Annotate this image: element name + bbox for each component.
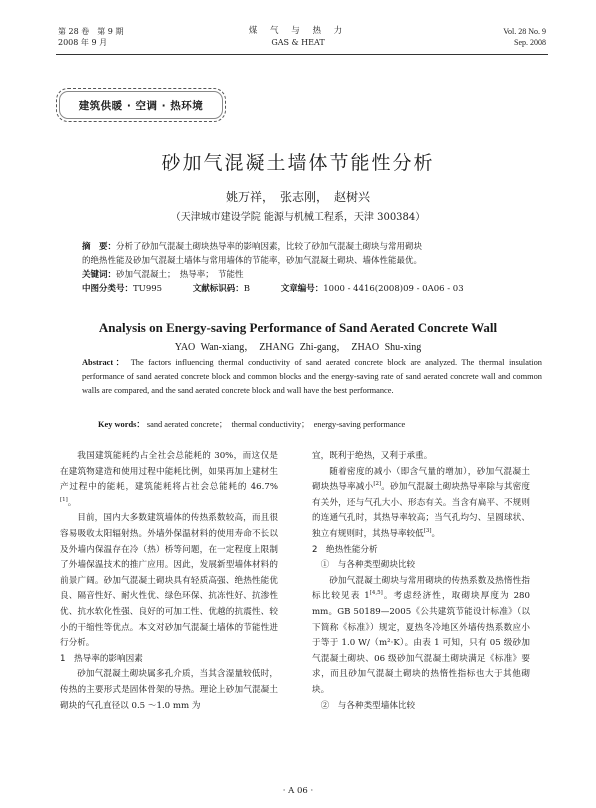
keywords-en — [98, 418, 405, 430]
abstract-cn-line-1 — [82, 240, 542, 254]
abstract-cn — [82, 240, 542, 296]
keywords-cn-text: 砂加气混凝土； 热导率； 节能性 — [116, 270, 244, 280]
affiliation-cn: （天津城市建设学院 能源与机械工程系，天津 300384） — [170, 212, 426, 223]
section-tag — [56, 88, 226, 122]
paragraph-text: 我国建筑能耗约占全社会总能耗的 30%，而这仅是在建筑物建造和使用过程中能耗比例，如果再加上建材生产过程中的能耗，建筑能耗将占社会总能耗的 46.7% — [60, 451, 278, 493]
citation-ref: [3] — [423, 527, 432, 534]
paper-title-cn: 砂加气混凝土墙体节能性分析 — [161, 152, 435, 174]
subsection-heading: ① 与各种类型砌块比较 — [320, 560, 416, 571]
doc-code-value: B — [243, 284, 251, 294]
body-paragraph: 砂加气混凝土砌块属多孔介质，当其含湿量较低时，传热的主要形式是固体骨架的导热。理论上砂加气混凝土砌块的气孔直径以 0.5 ～1.0 mm 为 — [60, 669, 278, 711]
section-heading-2: 2 绝热性能分析 — [312, 544, 378, 555]
paragraph-text: 。考虑经济性，取砌块厚度为 280 mm。GB 50189—2005《公共建筑节能设计标准》（以下简称《标准》）规定，夏热冬冷地区外墙传热系数应小于等于 1.0 W/（m²·K）。由表 1 可知，只有 05 级砂加气混凝土砌块、06 级砂加气混凝土砌块满足《标准》要求，而且砂加气混凝土砌块的热惰性指标也大于其他砌块。 — [312, 591, 530, 695]
keywords-en-text: sand aerated concrete； thermal conductivity； energy-saving performance — [146, 420, 406, 429]
abstract-en — [82, 356, 542, 398]
header-rule — [56, 54, 548, 55]
keywords-cn-label: 关键词： — [82, 270, 117, 280]
date-cn: 2008 年 9 月 — [58, 38, 108, 47]
running-header-right — [503, 26, 546, 48]
paper-title-en: Analysis on Energy-saving Performance of Sand Aerated Concrete Wall — [98, 320, 498, 335]
authors-cn: 姚万祥， 张志刚， 赵树兴 — [225, 190, 370, 204]
body-column-left — [60, 449, 278, 714]
article-number-label: 文章编号： — [280, 284, 324, 294]
journal-name-cn: 煤 气 与 热 力 — [248, 26, 348, 36]
body-paragraph — [60, 449, 278, 511]
paragraph-text: 随着密度的减小（即含气量的增加），砂加气混凝土砌块热导率减小 — [312, 466, 530, 493]
section-heading-1: 1 热导率的影响因素 — [60, 653, 143, 664]
volume-cn: 第 28 卷 第 9 期 — [58, 27, 124, 36]
page-number: · A 06 · — [282, 786, 314, 796]
abstract-cn-label: 摘 要： — [82, 242, 117, 252]
authors-en: YAO Wan-xiang， ZHANG Zhi-gang， ZHAO Shu-xing — [174, 342, 422, 353]
class-number-value: TU995 — [133, 284, 163, 294]
date-en: Sep. 2008 — [514, 38, 546, 47]
paragraph-end: 。 — [67, 497, 77, 508]
body-column-right — [312, 449, 530, 714]
body-paragraph: 目前，国内大多数建筑墙体的传热系数较高，而且很容易吸收太阳辐射热。外墙外保温材料的使用寿命不长以及外墙内保温存在冷（热）桥等问题，在一定程度上限制了外墙保温技术的推广应用。因此，发展新型墙体材料的前景广阔。砂加气混凝土砌块具有轻质高强、绝热性能优良、隔音性好、耐火性优、绿色环保、抗冻性好、抗渗性优、抗水软化性强、良好的可加工性、优越的抗震性、较小的干缩性等优点。本文对砂加气混凝土墙体的节能性进行分析。 — [60, 513, 278, 649]
article-number-value: 1000 - 4416(2008)09 - 0A06 - 03 — [323, 284, 464, 294]
paragraph-text: 。砂加气混凝土砌块热导率除与其密度有关外，还与气孔大小、形态有关。当含有扁平、不规则的连通气孔时，其热导率较高；当气孔均匀、呈圆球状、独立有规则时，其热导率较低 — [312, 482, 530, 539]
subsection-heading: ② 与各种类型墙体比较 — [320, 700, 416, 711]
classification-line — [82, 282, 542, 296]
citation-ref: [4,5] — [369, 590, 383, 597]
citation-ref: [2] — [373, 481, 382, 488]
volume-en: Vol. 28 No. 9 — [503, 27, 546, 36]
abstract-en-text: The factors influencing thermal conductivity of sand aerated concrete block are analyzed. The thermal insulation performance of sand aerated concrete block and common blocks and the energy-saving rate of sand aerated concrete wall and common walls are compared, and the sand aerated concrete block and wall have the best performance. — [82, 358, 542, 395]
keywords-en-label: Key words： — [98, 420, 145, 429]
citation-ref: [1] — [60, 496, 68, 503]
paragraph-end: 。 — [431, 528, 441, 539]
doc-code-label: 文献标识码： — [192, 284, 244, 294]
section-tag-label: 建筑供暖 · 空调 · 热环境 — [59, 91, 223, 119]
journal-name-en: GAS & HEAT — [271, 38, 325, 47]
abstract-cn-line-2: 的绝热性能及砂加气混凝土墙体与常用墙体的节能率，砂加气混凝土砌块、墙体性能最优。 — [82, 256, 423, 266]
paragraph-text: 砂加气混凝土砌块与常用砌块的传热系数及热惰性指标比较见表 1 — [312, 575, 530, 602]
class-number-label: 中图分类号： — [82, 284, 134, 294]
body-paragraph: 宜，既利于绝热，又利于承重。 — [312, 451, 433, 461]
abstract-cn-text-1: 分析了砂加气混凝土砌块热导率的影响因素，比较了砂加气混凝土砌块与常用砌块 — [116, 242, 423, 252]
abstract-en-label: Abstract： — [82, 358, 127, 367]
body-paragraph — [312, 574, 530, 699]
keywords-cn — [82, 268, 542, 282]
body-paragraph — [312, 465, 530, 543]
